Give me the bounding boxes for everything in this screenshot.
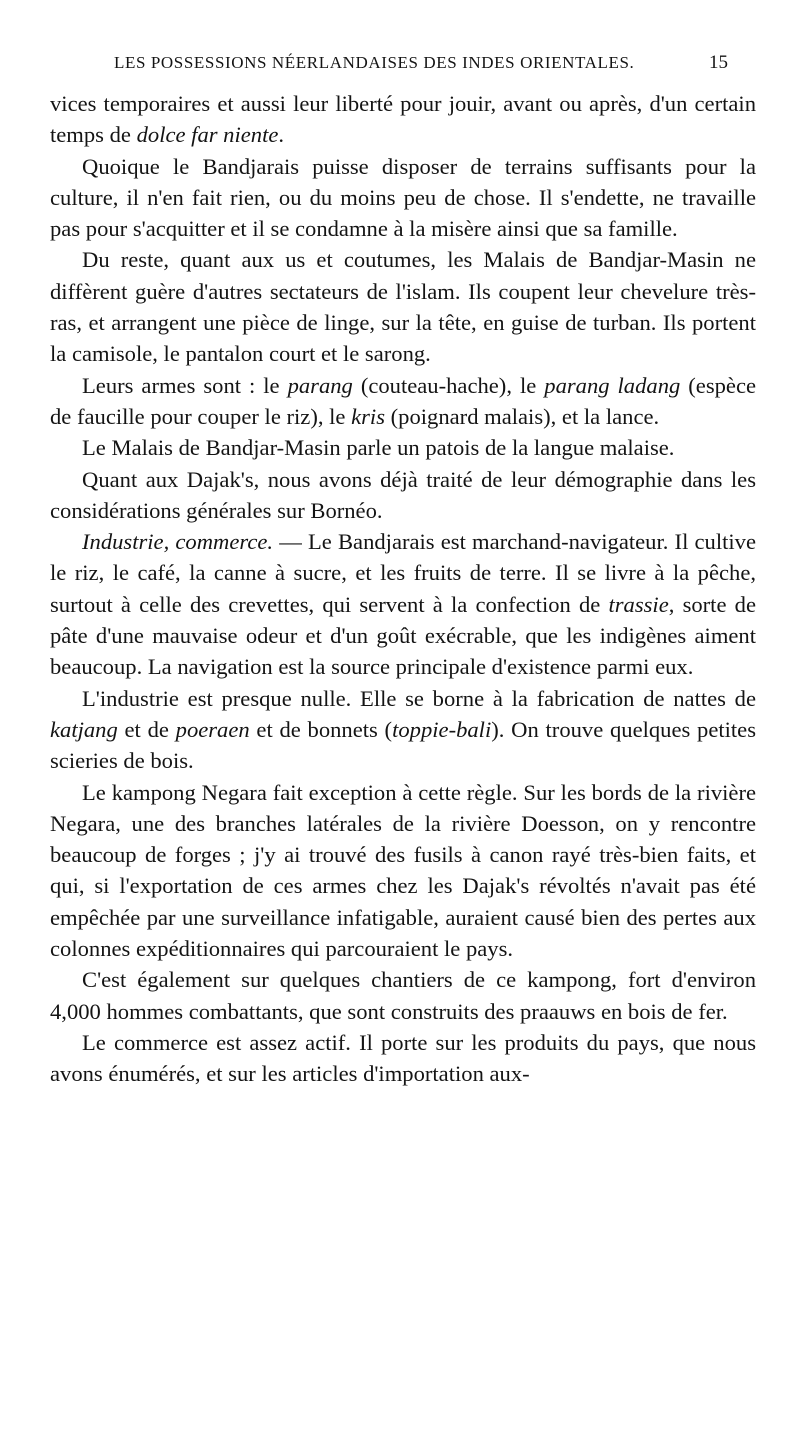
paragraph-4: Leurs armes sont : le parang (couteau-hache), le parang ladang (espèce de faucille pour couper le riz), le kris (poignard malais), et la lance. [50,372,757,429]
italic-term: kris [351,403,385,429]
paragraph-10: C'est également sur quelques chantiers de ce kampong, fort d'environ 4,000 hommes combattants, que sont construits des praauws en bois de fer. [50,967,756,1024]
paragraph-1: vices temporaires et aussi leur liberté pour jouir, avant ou après, d'un certain temps de dolce far niente. [50,91,756,148]
italic-term: dolce far niente [136,122,279,148]
italic-term: poeraen [175,716,250,742]
paragraph-7: Industrie, commerce. — Le Bandjarais est marchand-navigateur. Il cultive le riz, le café, la canne à sucre, et les fruits de terre. Il se livre à la pêche, surtout à celle des crevettes, qui servent à la confection de trassie, sorte de pâte d'une mauvaise odeur et d'un goût exécrable, que les indigènes aiment beaucoup. La navigation est la source principale d'existence parmi eux. [50,529,756,680]
page-number: 15 [709,52,728,73]
paragraph-5: Le Malais de Bandjar-Masin parle un patois de la langue malaise. [82,435,675,461]
italic-term: parang ladang [544,372,681,398]
italic-term: katjang [50,716,118,742]
paragraph-8: L'industrie est presque nulle. Elle se borne à la fabrication de nattes de katjang et de poeraen et de bonnets (toppie-bali). On trouve quelques petites scieries de bois. [50,685,756,774]
paragraph-2: Quoique le Bandjarais puisse disposer de terrains suffisants pour la culture, il n'en fait rien, ou du moins peu de chose. Il s'endette, ne travaille pas pour s'acquitter et il se condamne à la misère ainsi que sa famille. [50,153,756,242]
section-heading: Industrie, commerce. [82,529,274,555]
italic-term: trassie [608,591,669,617]
paragraph-9: Le kampong Negara fait exception à cette règle. Sur les bords de la rivière Negara, une des branches latérales de la rivière Doesson, on y rencontre beaucoup de forges ; j'y ai trouvé des fusils à canon rayé très-bien faits, et qui, si l'exportation de ces armes chez les Dajak's révoltés n'avait pas été empêchée par une surveillance infatigable, auraient causé bien des pertes aux colonnes expéditionnaires qui parcouraient le pays. [50,779,756,962]
paragraph-3: Du reste, quant aux us et coutumes, les Malais de Bandjar-Masin ne diffèrent guère d'autres sectateurs de l'islam. Ils coupent leur chevelure très-ras, et arrangent une pièce de linge, sur la tête, en guise de turban. Ils portent la camisole, le pantalon court et le sarong. [50,247,756,367]
paragraph-11: Le commerce est assez actif. Il porte sur les produits du pays, que nous avons énumérés, et sur les articles d'importation aux- [50,1029,756,1087]
paragraph-6: Quant aux Dajak's, nous avons déjà traité de leur démographie dans les considérations générales sur Bornéo. [50,466,756,523]
body-text [50,88,756,1090]
running-title: LES POSSESSIONS NÉERLANDAISES DES INDES ORIENTALES. [114,53,635,72]
italic-term: parang [287,372,353,398]
italic-term: toppie-bali [392,716,492,742]
running-head [50,52,756,80]
